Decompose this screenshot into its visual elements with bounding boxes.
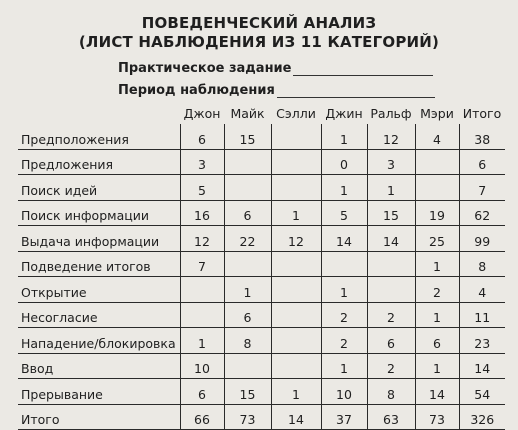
cell-total: 4: [459, 277, 505, 303]
cell-value: 1: [271, 200, 321, 226]
cell-value: [367, 251, 415, 277]
cell-value: [180, 277, 224, 303]
cell-value: 1: [321, 124, 367, 149]
cell-value: 63: [367, 404, 415, 430]
table-row: [18, 302, 505, 328]
cell-value: 2: [367, 302, 415, 328]
table-row: [18, 200, 505, 226]
row-label: Предположения: [18, 124, 180, 149]
cell-value: [321, 251, 367, 277]
cell-total: 8: [459, 251, 505, 277]
practical-task-blank-line: [293, 63, 433, 76]
cell-value: 1: [367, 175, 415, 201]
observation-period-blank-line: [277, 85, 435, 98]
cell-total: 54: [459, 379, 505, 405]
header-mike: Майк: [230, 105, 265, 121]
cell-value: 10: [321, 379, 367, 405]
observation-period-label: Период наблюдения: [118, 83, 275, 98]
table-header-row: [18, 102, 505, 124]
row-label: Нападение/блокировка: [18, 328, 180, 354]
table-row: [18, 226, 505, 252]
cell-value: 6: [224, 302, 271, 328]
cell-value: [415, 149, 459, 175]
observation-period-field: [118, 83, 435, 98]
cell-value: 10: [180, 353, 224, 379]
cell-value: [271, 328, 321, 354]
table-row: [18, 379, 505, 405]
cell-value: 6: [367, 328, 415, 354]
cell-total: 23: [459, 328, 505, 354]
cell-value: 1: [321, 353, 367, 379]
cell-value: 12: [367, 124, 415, 149]
cell-value: 1: [415, 353, 459, 379]
table-row: [18, 251, 505, 277]
cell-value: [271, 251, 321, 277]
cell-total: 7: [459, 175, 505, 201]
cell-value: 5: [321, 200, 367, 226]
cell-total: 99: [459, 226, 505, 252]
cell-value: 12: [180, 226, 224, 252]
cell-value: [271, 124, 321, 149]
header-sally: Сэлли: [276, 105, 316, 121]
document-title: ПОВЕДЕНЧЕСКИЙ АНАЛИЗ: [141, 14, 377, 32]
cell-value: 1: [271, 379, 321, 405]
cell-value: 37: [321, 404, 367, 430]
cell-value: 2: [367, 353, 415, 379]
cell-value: 6: [415, 328, 459, 354]
cell-value: 14: [415, 379, 459, 405]
table-row: [18, 124, 505, 149]
cell-value: 73: [224, 404, 271, 430]
cell-value: [271, 302, 321, 328]
row-label: Предложения: [18, 149, 180, 175]
cell-value: 12: [271, 226, 321, 252]
header-category: [18, 102, 180, 124]
cell-total: 326: [459, 404, 505, 430]
cell-value: [271, 277, 321, 303]
cell-value: 25: [415, 226, 459, 252]
table-row: [18, 328, 505, 354]
cell-value: 66: [180, 404, 224, 430]
table-row: [18, 175, 505, 201]
cell-value: 0: [321, 149, 367, 175]
cell-value: 8: [224, 328, 271, 354]
cell-value: [415, 175, 459, 201]
observation-table: [18, 102, 505, 430]
cell-total: 14: [459, 353, 505, 379]
cell-value: 22: [224, 226, 271, 252]
cell-value: [224, 251, 271, 277]
cell-value: 6: [224, 200, 271, 226]
cell-total: 38: [459, 124, 505, 149]
cell-total: 6: [459, 149, 505, 175]
cell-value: [271, 175, 321, 201]
cell-total: 62: [459, 200, 505, 226]
cell-value: 2: [321, 302, 367, 328]
cell-value: 16: [180, 200, 224, 226]
row-label: Прерывание: [18, 379, 180, 405]
cell-value: 15: [224, 124, 271, 149]
row-label: Подведение итогов: [18, 251, 180, 277]
cell-value: 8: [367, 379, 415, 405]
cell-value: [271, 149, 321, 175]
cell-value: 73: [415, 404, 459, 430]
cell-value: 1: [321, 175, 367, 201]
row-label: Итого: [18, 404, 180, 430]
document-subtitle: (ЛИСТ НАБЛЮДЕНИЯ ИЗ 11 КАТЕГОРИЙ): [78, 33, 440, 51]
cell-value: 1: [415, 251, 459, 277]
cell-value: [180, 302, 224, 328]
table-row: [18, 149, 505, 175]
cell-value: 3: [367, 149, 415, 175]
cell-value: 4: [415, 124, 459, 149]
cell-value: [367, 277, 415, 303]
cell-value: [224, 175, 271, 201]
cell-value: 14: [367, 226, 415, 252]
cell-value: [224, 149, 271, 175]
cell-value: 1: [321, 277, 367, 303]
row-label: Выдача информации: [18, 226, 180, 252]
table-row: [18, 353, 505, 379]
cell-value: 14: [271, 404, 321, 430]
cell-value: 1: [415, 302, 459, 328]
cell-value: 19: [415, 200, 459, 226]
cell-value: 1: [224, 277, 271, 303]
row-label: Ввод: [18, 353, 180, 379]
cell-value: 6: [180, 124, 224, 149]
cell-value: 14: [321, 226, 367, 252]
cell-value: 2: [321, 328, 367, 354]
cell-value: [271, 353, 321, 379]
table-total-row: [18, 404, 505, 430]
table-row: [18, 277, 505, 303]
row-label: Поиск информации: [18, 200, 180, 226]
practical-task-field: [118, 61, 433, 76]
cell-value: 5: [180, 175, 224, 201]
cell-value: 6: [180, 379, 224, 405]
cell-value: [224, 353, 271, 379]
header-jean: Джин: [325, 105, 363, 121]
header-mary: Мэри: [420, 105, 454, 121]
cell-value: 3: [180, 149, 224, 175]
practical-task-label: Практическое задание: [118, 61, 292, 76]
row-label: Поиск идей: [18, 175, 180, 201]
header-total: Итого: [462, 105, 502, 121]
header-ralph: Ральф: [370, 105, 412, 121]
cell-value: 1: [180, 328, 224, 354]
cell-value: 15: [367, 200, 415, 226]
cell-total: 11: [459, 302, 505, 328]
row-label: Несогласие: [18, 302, 180, 328]
cell-value: 15: [224, 379, 271, 405]
row-label: Открытие: [18, 277, 180, 303]
cell-value: 7: [180, 251, 224, 277]
header-john: Джон: [183, 105, 221, 121]
cell-value: 2: [415, 277, 459, 303]
